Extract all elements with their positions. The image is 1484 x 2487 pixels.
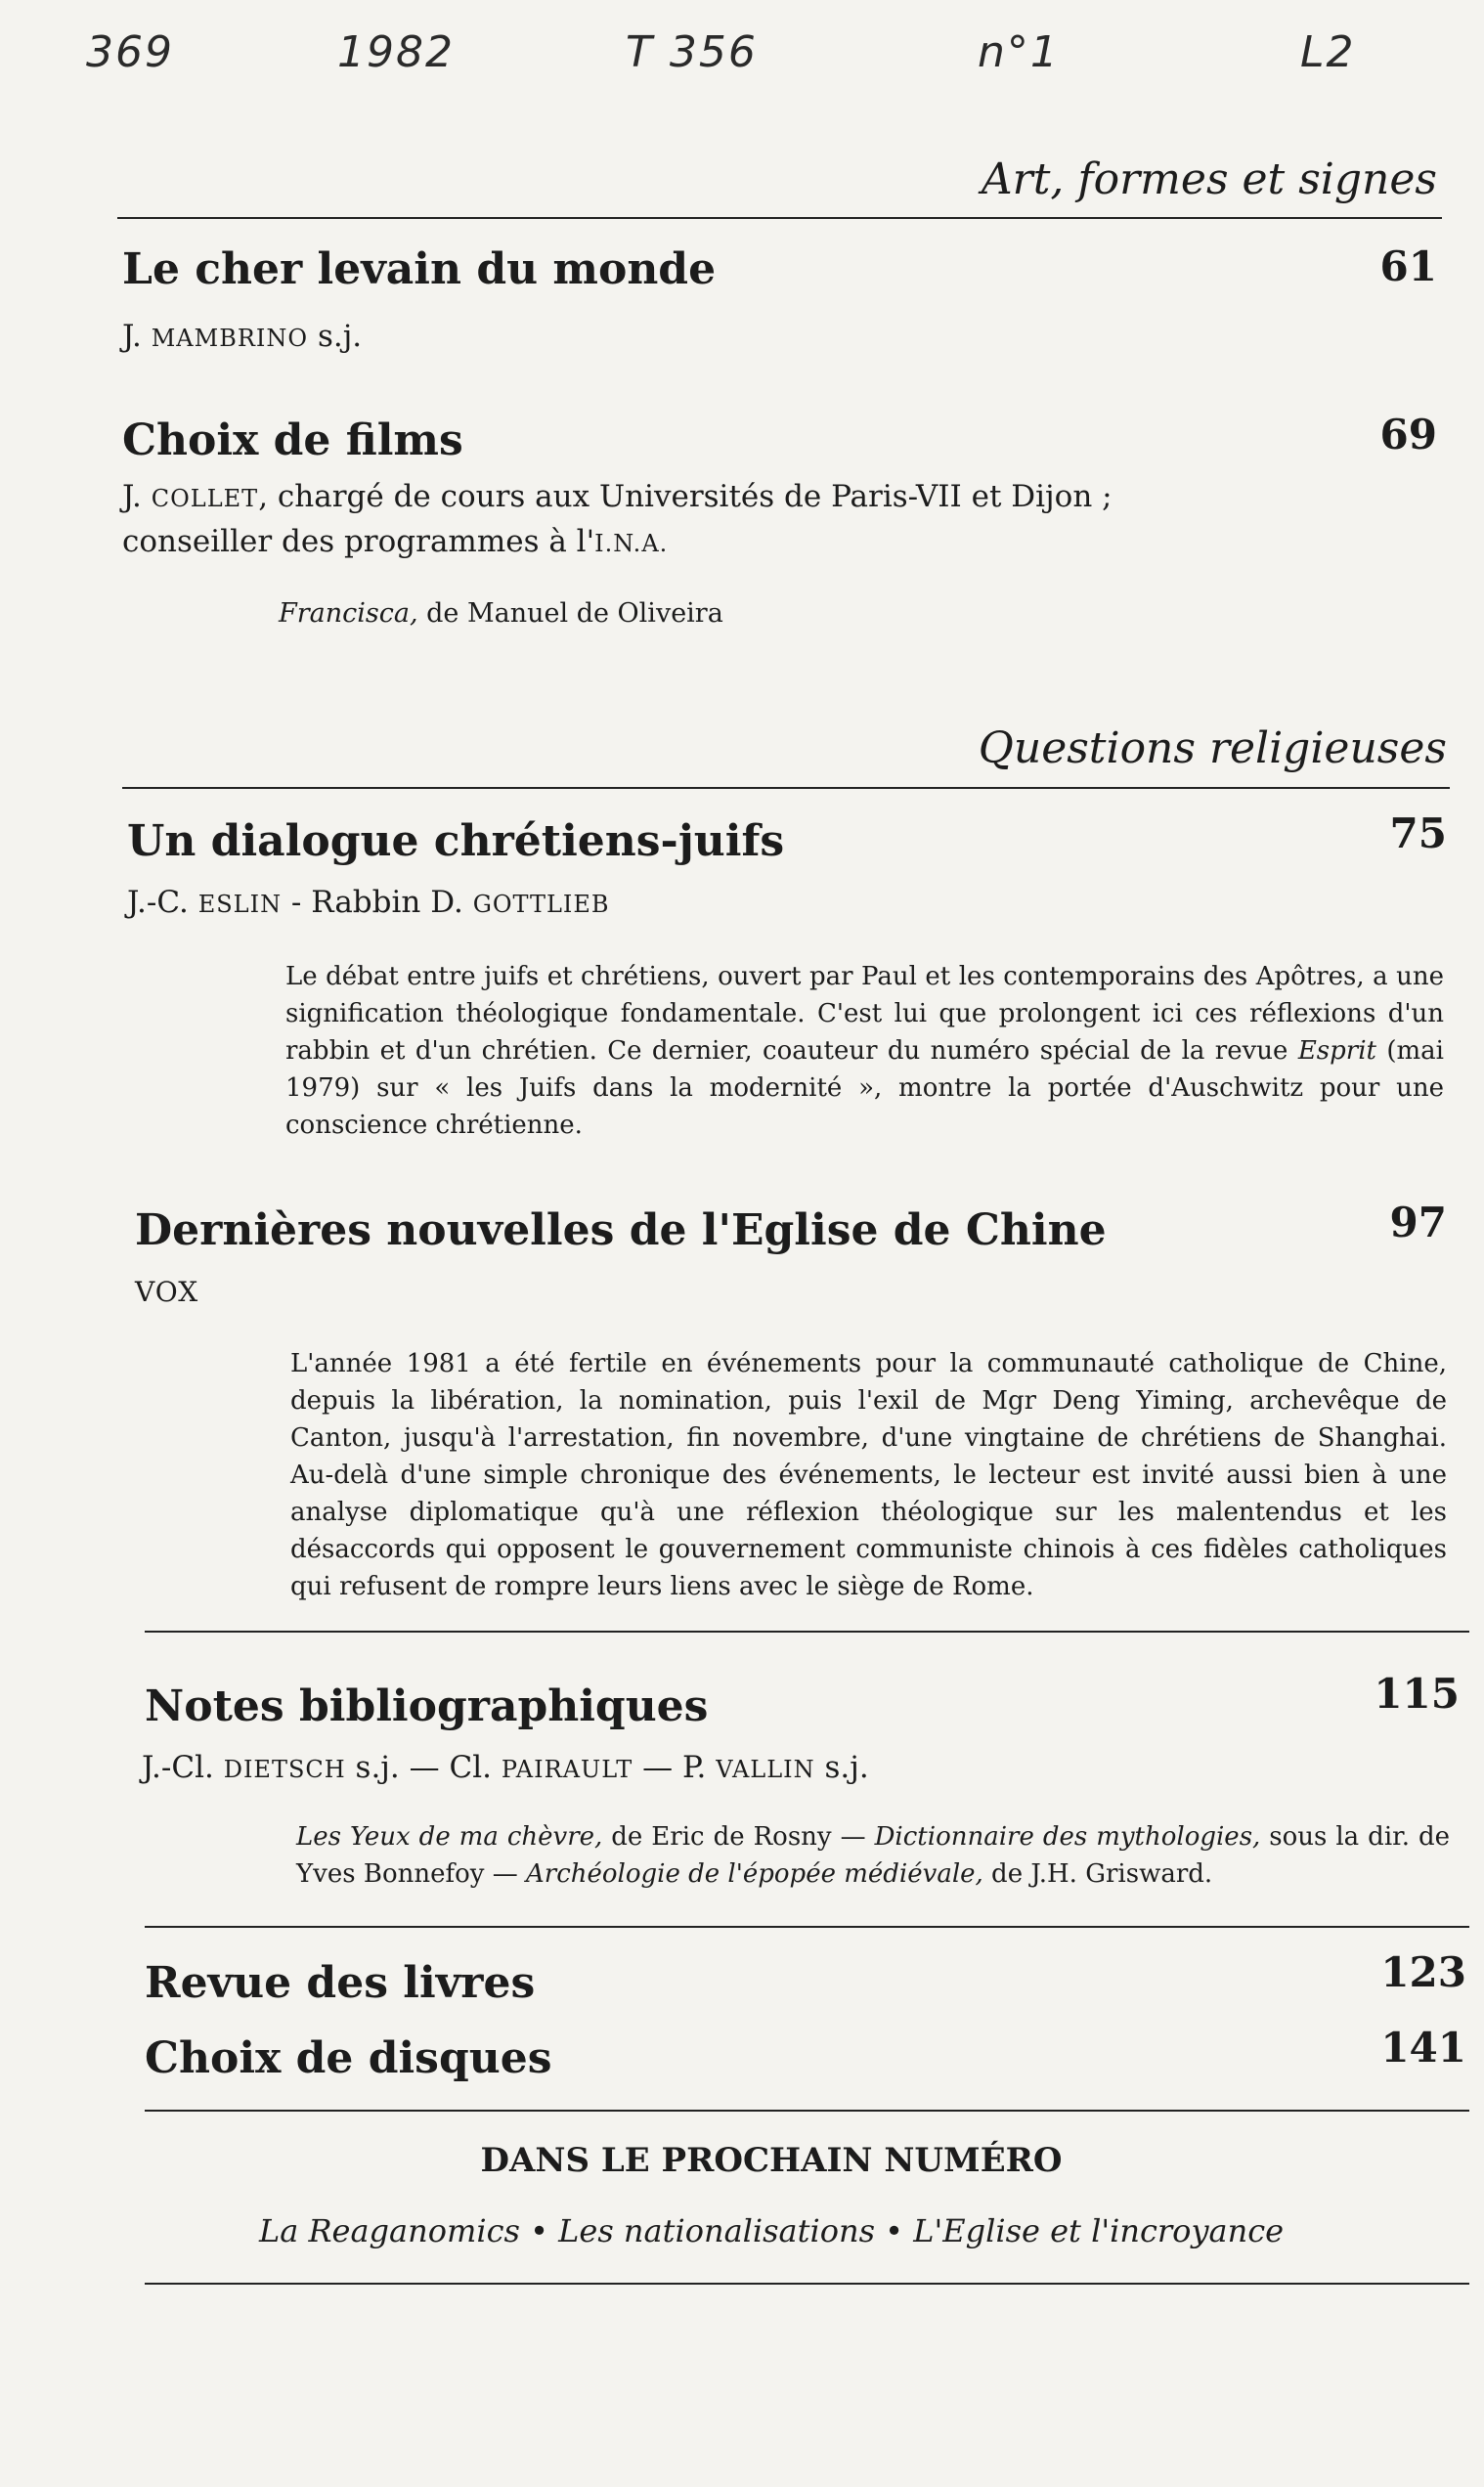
entry-author-dialogue: J.-C. ESLIN - Rabbin D. GOTTLIEB — [127, 885, 610, 920]
entry-page-livres: 123 — [1380, 1948, 1466, 1996]
handwritten-volume: T 356 — [626, 27, 758, 77]
next-issue-heading: DANS LE PROCHAIN NUMÉRO — [480, 2141, 1063, 2180]
entry-title-chine: Dernières nouvelles de l'Eglise de Chine — [135, 1205, 1107, 1255]
entry-rule — [145, 1631, 1469, 1633]
entry-author-chine: VOX — [135, 1276, 199, 1308]
entry-summary-notes: Les Yeux de ma chèvre, de Eric de Rosny — Dictionnaire des mythologies, sous la dir. de Yves Bonnefoy — Archéologie de l'épopée médiévale, de J.H. Grisward. — [296, 1822, 1450, 1889]
section-heading-religion: Questions religieuses — [978, 723, 1447, 773]
entry-page-notes: 115 — [1374, 1670, 1460, 1718]
section-rule — [117, 217, 1442, 219]
entry-rule — [145, 2110, 1469, 2112]
entry-summary-dialogue: Le débat entre juifs et chrétiens, ouvert par Paul et les contemporains des Apôtres, a une signification théologique fondamentale. C'est lui que prolongent ici ces réflexions d'un rabbin et d'un chrétien. Ce dernier, coauteur du numéro spécial de la revue Esprit (mai 1979) sur « les Juifs dans la modernité », montre la portée d'Auschwitz pour une conscience chrétienne. — [285, 962, 1444, 1140]
entry-authors-notes: J.-Cl. DIETSCH s.j. — Cl. PAIRAULT — P. VALLIN s.j. — [142, 1750, 869, 1785]
handwritten-year: 1982 — [337, 27, 455, 77]
entry-author-levain: J. MAMBRINO s.j. — [122, 319, 363, 354]
section-rule — [122, 787, 1450, 789]
entry-page-disques: 141 — [1380, 2024, 1466, 2072]
entry-page-films: 69 — [1379, 411, 1437, 458]
bottom-rule — [145, 2283, 1469, 2285]
entry-film-detail: Francisca, de Manuel de Oliveira — [279, 598, 723, 629]
entry-page-dialogue: 75 — [1389, 809, 1447, 857]
entry-title-livres: Revue des livres — [145, 1958, 536, 2008]
entry-title-films: Choix de films — [122, 415, 463, 465]
entry-title-notes: Notes bibliographiques — [145, 1681, 709, 1731]
entry-author-films-line2: conseiller des programmes à l'I.N.A. — [122, 524, 669, 559]
entry-title-dialogue: Un dialogue chrétiens-juifs — [127, 816, 785, 866]
entry-page-levain: 61 — [1379, 242, 1437, 290]
handwritten-issue: n°1 — [978, 27, 1060, 77]
entry-title-disques: Choix de disques — [145, 2033, 552, 2083]
handwritten-location: L2 — [1300, 27, 1356, 77]
entry-author-films-line1: J. COLLET, chargé de cours aux Universités de Paris-VII et Dijon ; — [122, 479, 1113, 514]
section-heading-art: Art, formes et signes — [981, 154, 1437, 204]
entry-summary-chine: L'année 1981 a été fertile en événements pour la communauté catholique de Chine, depuis la libération, la nomination, puis l'exil de Mgr Deng Yiming, archevêque de Canton, jusqu'à l'arrestation, fin novembre, d'une vingtaine de chrétiens de Shanghai. Au-delà d'une simple chronique des événements, le lecteur est invité aussi bien à une analyse diplomatique qu'à une réflexion théologique sur les malentendus et les désaccords qui opposent le gouvernement communiste chinois à ces fidèles catholiques qui refusent de rompre leurs liens avec le siège de Rome. — [290, 1349, 1447, 1601]
entry-rule — [145, 1926, 1469, 1928]
next-issue-topics: La Reaganomics • Les nationalisations • L'Eglise et l'incroyance — [258, 2212, 1285, 2249]
handwritten-number: 369 — [86, 27, 174, 77]
entry-page-chine: 97 — [1389, 1199, 1447, 1246]
entry-title-levain: Le cher levain du monde — [122, 244, 717, 294]
